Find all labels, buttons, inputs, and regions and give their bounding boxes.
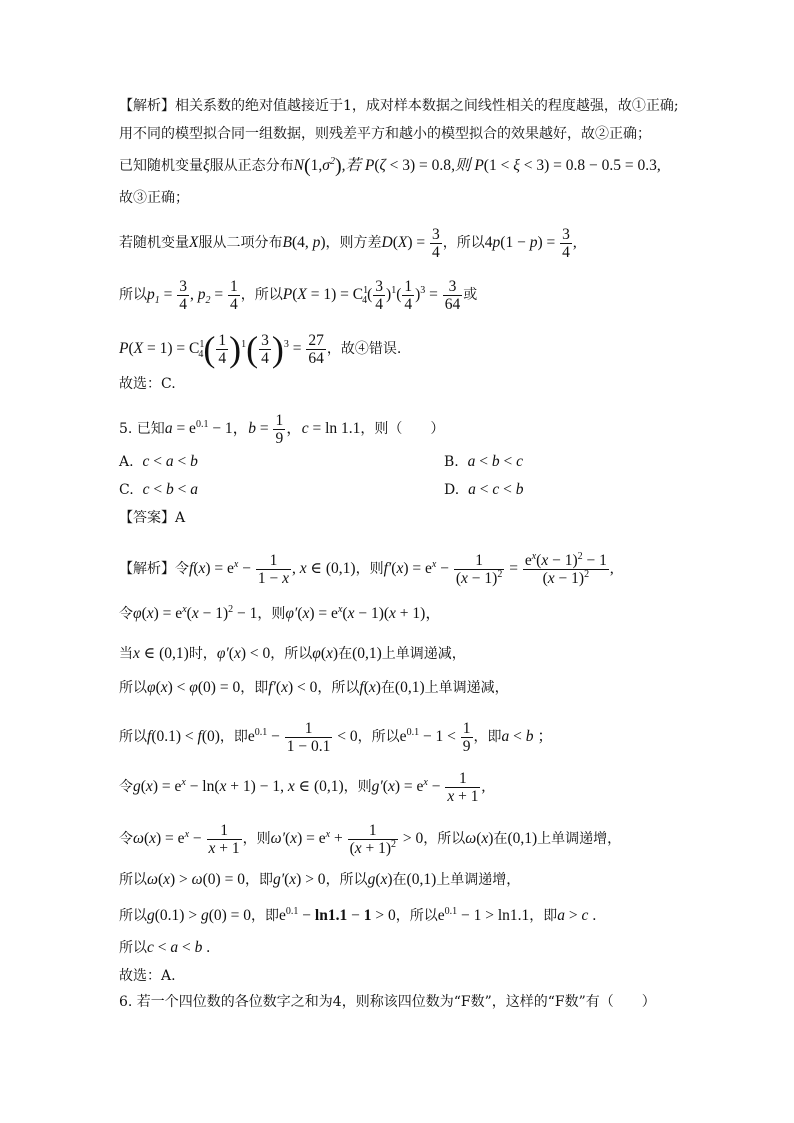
math: $\varphi(x) = e^x(x - 1)^2 - 1$ bbox=[133, 603, 258, 622]
math: $e^{0.1} - 1 > \ln 1.1$ bbox=[437, 905, 530, 924]
para-text: 若随机变量 bbox=[119, 235, 189, 252]
option-label: A. bbox=[119, 454, 134, 470]
math: g′(x) > 0 bbox=[272, 871, 326, 888]
text-line bbox=[119, 156, 661, 176]
para-text: 已知随机变量 bbox=[119, 158, 203, 174]
para-text: ，则 bbox=[355, 561, 384, 578]
math: $\varphi'(x) = e^x(x - 1)(x + 1)$， bbox=[285, 603, 441, 622]
text-line bbox=[119, 906, 596, 926]
math: $e^{0.1} - \ln 1.1 - 1 > 0$ bbox=[279, 905, 396, 924]
text-line bbox=[119, 329, 402, 370]
math: $g'(x) = e^x$ − $\frac{1}{x + 1}$ , bbox=[371, 770, 486, 805]
para-text: 故选：C. bbox=[119, 376, 176, 392]
para-text: 故选：A. bbox=[119, 968, 176, 984]
math: f(0.1) < f(0) bbox=[147, 728, 220, 746]
math: $P(X = 1) = C^1_4$( $\frac{1}{4}$ )$^1$( $\frac{3}{4}$ )$^3$ = $\frac{27}{64}$ bbox=[119, 329, 324, 370]
para-text: ，即 bbox=[219, 729, 248, 746]
text-line bbox=[119, 604, 441, 624]
option-b bbox=[444, 452, 523, 472]
math: g(x) bbox=[367, 871, 393, 888]
para-text: 时， bbox=[188, 646, 217, 662]
math: c < b < a bbox=[142, 481, 198, 498]
math: ω(x) bbox=[465, 830, 494, 848]
para-text: 所以 bbox=[119, 729, 147, 746]
para-text: 在 bbox=[493, 831, 508, 848]
para-text: 服从二项分布 bbox=[198, 235, 283, 252]
para-text: ，所以 bbox=[423, 831, 466, 848]
math: ω(x) > ω(0) = 0 bbox=[147, 871, 245, 888]
math: $f'(x) = e^x$ − $\frac{1}{(x - 1)^2}$ = $\frac{e^x(x - 1)^2 - 1}{(x - 1)^2}$ , bbox=[383, 550, 614, 587]
text-line bbox=[119, 822, 621, 857]
text-line bbox=[119, 124, 651, 144]
para-text: 【解析】令 bbox=[119, 561, 189, 578]
para-text: 或 bbox=[463, 287, 478, 304]
para-text: 令 bbox=[119, 831, 133, 848]
para-text: ，即 bbox=[473, 729, 502, 746]
text-line bbox=[119, 552, 614, 587]
math: $e^{0.1} - 1$ < $\frac{1}{9}$ bbox=[399, 720, 471, 755]
math: φ(x) < φ(0) = 0 bbox=[147, 679, 241, 696]
para-text: 故③正确； bbox=[119, 190, 189, 206]
para-text: 所以 bbox=[119, 908, 147, 924]
option-d bbox=[444, 480, 523, 500]
para-text: 当 bbox=[119, 646, 133, 662]
para-text: ，则 bbox=[242, 831, 271, 848]
math: $p_1$ = $\frac{3}{4}$ , $p_2$ = $\frac{1}{4}$ bbox=[147, 278, 238, 313]
para-text: ，则 bbox=[343, 779, 372, 796]
para-text: ，所以 bbox=[442, 235, 485, 252]
math: X bbox=[189, 234, 199, 252]
math: $g(x) = e^x - \ln(x + 1) - 1$, x ∈ (0,1) bbox=[133, 776, 344, 796]
para-text: ，所以 bbox=[270, 646, 313, 662]
option-label: D. bbox=[444, 482, 460, 498]
para-text: 上单调递减， bbox=[381, 646, 466, 662]
math: a < b ； bbox=[501, 728, 553, 746]
text-line bbox=[119, 966, 176, 986]
para-text: 服从正态分布 bbox=[209, 158, 294, 174]
para-text: ，所以 bbox=[240, 287, 283, 304]
para-text: 在 bbox=[392, 872, 407, 888]
para-text: 6. 若一个四位数的各位数字之和为4，则称该四位数为“F数”，这样的“F数”有（ ） bbox=[119, 994, 656, 1010]
text-line bbox=[119, 870, 520, 890]
option-a bbox=[119, 452, 198, 472]
para-text: ，所以 bbox=[395, 908, 438, 924]
para-text: ，所以 bbox=[317, 680, 360, 696]
text-line bbox=[119, 96, 679, 116]
text-line bbox=[119, 278, 477, 313]
para-text: ，则（ ） bbox=[360, 421, 445, 438]
para-text: 5. 已知 bbox=[119, 421, 165, 438]
para-text: ，即 bbox=[240, 680, 269, 696]
math: $f(x) = e^x$ − $\frac{1}{1 - x}$ , x ∈ (0,1) bbox=[189, 552, 356, 587]
math: c < a < b bbox=[142, 453, 198, 470]
para-text: 令 bbox=[119, 779, 133, 796]
text-line bbox=[119, 226, 577, 261]
math: f′(x) < 0 bbox=[268, 679, 318, 696]
math: $\omega(x) = e^x$ − $\frac{1}{x + 1}$ bbox=[133, 822, 240, 857]
option-label: B. bbox=[444, 454, 459, 470]
math: a < b < c bbox=[467, 453, 524, 470]
math: x ∈ (0,1) bbox=[133, 645, 189, 662]
text-line bbox=[119, 188, 189, 208]
math: f(x) bbox=[359, 679, 381, 696]
math: g(0.1) > g(0) = 0 bbox=[147, 907, 252, 924]
para-text: ，即 bbox=[244, 872, 273, 888]
para-text: 所以 bbox=[119, 680, 147, 696]
para-text: ，则 bbox=[257, 606, 286, 622]
para-text: 上单调递增， bbox=[537, 831, 622, 848]
para-text: 所以 bbox=[119, 940, 147, 956]
math: $a = e^{0.1} - 1$，b = $\frac{1}{9}$ ，c = ln 1.1 bbox=[164, 412, 361, 447]
para-text: 【解析】相关系数的绝对值越接近于1，成对样本数据之间线性相关的程度越强，故①正确; bbox=[119, 98, 679, 114]
math: φ′(x) < 0 bbox=[216, 645, 271, 662]
option-label: C. bbox=[119, 482, 134, 498]
para-text: 上单调递增， bbox=[436, 872, 521, 888]
para-text: ，则方差 bbox=[325, 235, 382, 252]
math: $P(X = 1) = C^1_4$( $\frac{3}{4}$ )$^1$( $\frac{1}{4}$ )$^3$ = $\frac{3}{64}$ bbox=[282, 278, 461, 313]
para-text: 令 bbox=[119, 606, 133, 622]
math: (0,1) bbox=[394, 679, 425, 696]
math: $e^{0.1}$ − $\frac{1}{1 - 0.1}$ < 0 bbox=[247, 720, 358, 755]
para-text: ，所以 bbox=[357, 729, 400, 746]
para-text: 所以 bbox=[119, 287, 147, 304]
text-line bbox=[119, 770, 485, 805]
answer-line bbox=[119, 508, 185, 528]
math: B(4, p) bbox=[282, 234, 326, 252]
math: (0,1) bbox=[406, 871, 437, 888]
para-text: ，即 bbox=[251, 908, 280, 924]
text-line bbox=[119, 678, 509, 698]
para-text: ，所以 bbox=[325, 872, 368, 888]
math: $\omega'(x) = e^x$ + $\frac{1}{(x + 1)^2}$ > 0 bbox=[270, 822, 424, 857]
math: (0,1) bbox=[507, 830, 538, 848]
math: $N(1,\sigma^2)$,若 P(ζ < 3) = 0.8,则 P(1 < ξ < 3) = 0.8 − 0.5 = 0.3, bbox=[293, 155, 661, 177]
math: D(X) = $\frac{3}{4}$ bbox=[381, 226, 440, 261]
para-text: 在 bbox=[338, 646, 353, 662]
answer-text: 【答案】A bbox=[119, 510, 186, 526]
question-6-stem bbox=[119, 992, 656, 1012]
para-text: ，故④错误. bbox=[326, 341, 402, 358]
math: a < c < b bbox=[468, 481, 524, 498]
para-text: 上单调递减， bbox=[424, 680, 509, 696]
option-c bbox=[119, 480, 198, 500]
text-line bbox=[119, 644, 466, 664]
para-text: 用不同的模型拟合同一组数据，则残差平方和越小的模型拟合的效果越好，故②正确； bbox=[119, 126, 651, 142]
math: 4p(1 − p) = $\frac{3}{4}$ , bbox=[484, 226, 577, 261]
math: (0,1) bbox=[352, 645, 382, 662]
text-line bbox=[119, 374, 176, 394]
para-text: 在 bbox=[380, 680, 395, 696]
para-text: 所以 bbox=[119, 872, 147, 888]
text-line bbox=[119, 938, 210, 958]
math: φ(x) bbox=[312, 645, 339, 662]
math: a > c . bbox=[557, 907, 597, 924]
para-text: ，即 bbox=[529, 908, 558, 924]
math: c < a < b . bbox=[147, 939, 211, 956]
text-line bbox=[119, 720, 553, 755]
math: ξ bbox=[203, 157, 210, 174]
question-5-stem bbox=[119, 412, 444, 447]
